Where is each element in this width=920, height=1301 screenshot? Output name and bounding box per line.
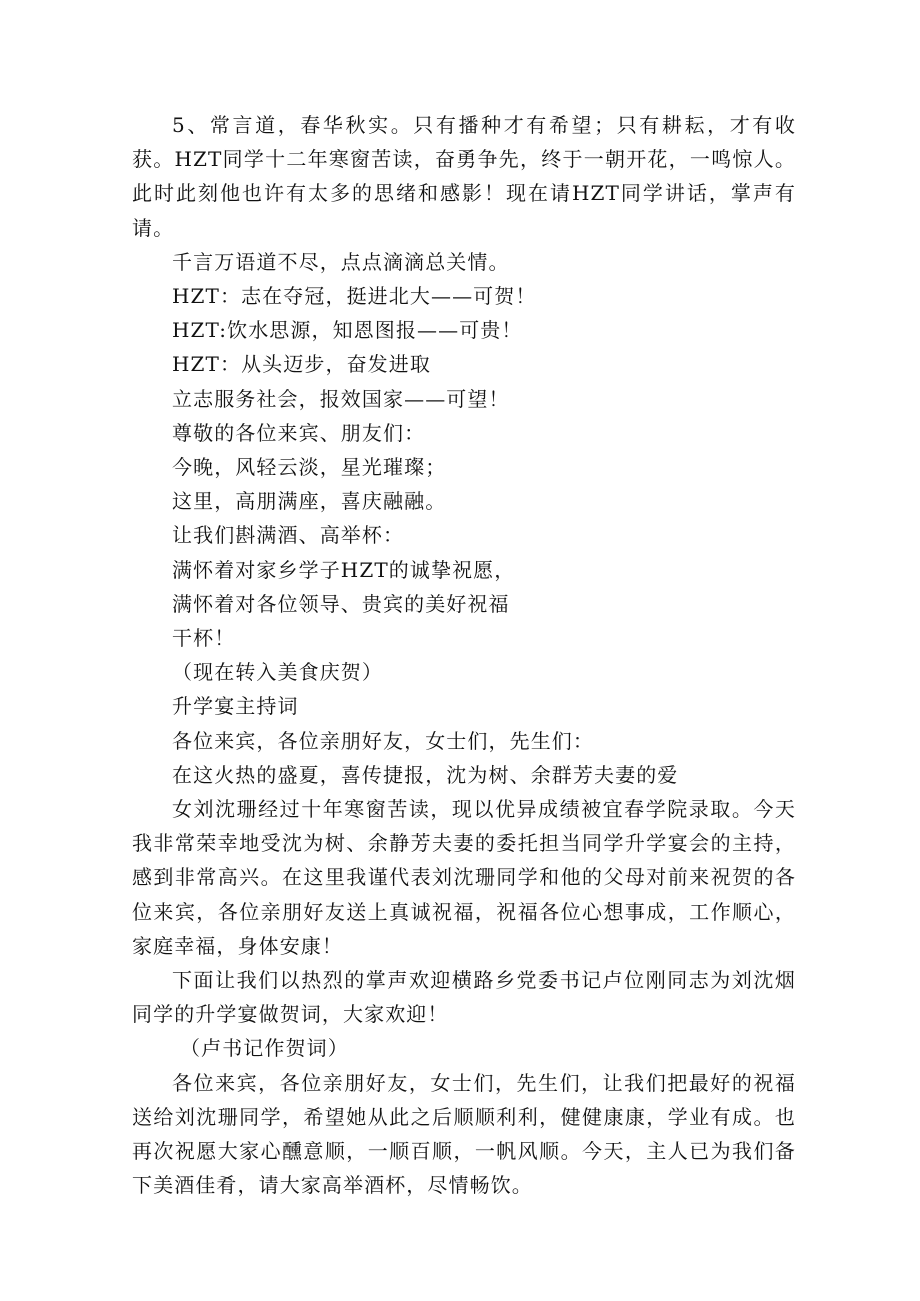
paragraph-body: 各位来宾，各位亲朋好友，女士们，先生们，让我们把最好的祝福送给刘沈珊同学，希望她从此之后顺顺利利，健健康康，学业有成。也再次祝愿大家心醺意顺，一顺百顺，一帆风顺。今天，主人已为我们备下美酒佳肴，请大家高举酒杯，尽情畅饮。 — [132, 1070, 796, 1198]
paragraph-line: 让我们斟满酒、高举杯： — [172, 523, 405, 548]
paragraph-line: 干杯！ — [172, 626, 236, 651]
paragraph-speech-intro: 5、常言道，春华秋实。只有播种才有希望；只有耕耘，才有收获。HZT同学十二年寒窗苦读，奋勇争先，终于一朝开花，一鸣惊人。此时此刻他也许有太多的思绪和感影！现在请HZT同学讲话，掌声有请。 — [132, 113, 796, 240]
paragraph-line: HZT：从头迈步，奋发进取 — [172, 352, 431, 377]
paragraph-line: 在这火热的盛夏，喜传捷报，沈为树、余群芳夫妻的爱 — [172, 762, 679, 787]
paragraph-line: 今晚，风轻云淡，星光璀璨； — [172, 455, 447, 480]
paragraph-body: 下面让我们以热烈的掌声欢迎横路乡党委书记卢位刚同志为刘沈烟同学的升学宴做贺词，大家欢迎！ — [132, 968, 796, 1027]
paragraph-line: 满怀着对各位领导、贵宾的美好祝福 — [172, 591, 510, 616]
paragraph-line: 各位来宾，各位亲朋好友，女士们，先生们： — [172, 728, 594, 753]
paragraph-line: 尊敬的各位来宾、朋友们： — [172, 420, 426, 445]
paragraph-line: HZT:饮水思源，知恩图报——可贵！ — [172, 318, 523, 343]
document-page — [132, 108, 796, 1203]
paragraph-body: 女刘沈珊经过十年寒窗苦读，现以优异成绩被宜春学院录取。今天我非常荣幸地受沈为树、余静芳夫妻的委托担当同学升学宴会的主持，感到非常高兴。在这里我谨代表刘沈珊同学和他的父母对前来祝贺的各位来宾，各位亲朋好友送上真诚祝福，祝福各位心想事成，工作顺心，家庭幸福，身体安康！ — [132, 797, 796, 958]
paragraph-stage-note: （卢书记作贺词） — [180, 1036, 349, 1061]
paragraph-line: HZT：志在夺冠，挺进北大——可贺！ — [172, 284, 537, 309]
paragraph-line: 千言万语道不尽，点点滴滴总关情。 — [172, 249, 510, 274]
paragraph-line: 立志服务社会，报效国家——可望！ — [172, 386, 510, 411]
paragraph-stage-note: （现在转入美食庆贺） — [172, 660, 383, 685]
paragraph-line: 这里，高朋满座，喜庆融融。 — [172, 489, 447, 514]
paragraph-line: 满怀着对家乡学子HZT的诚挚祝愿， — [172, 557, 516, 582]
section-heading: 升学宴主持词 — [172, 694, 299, 719]
